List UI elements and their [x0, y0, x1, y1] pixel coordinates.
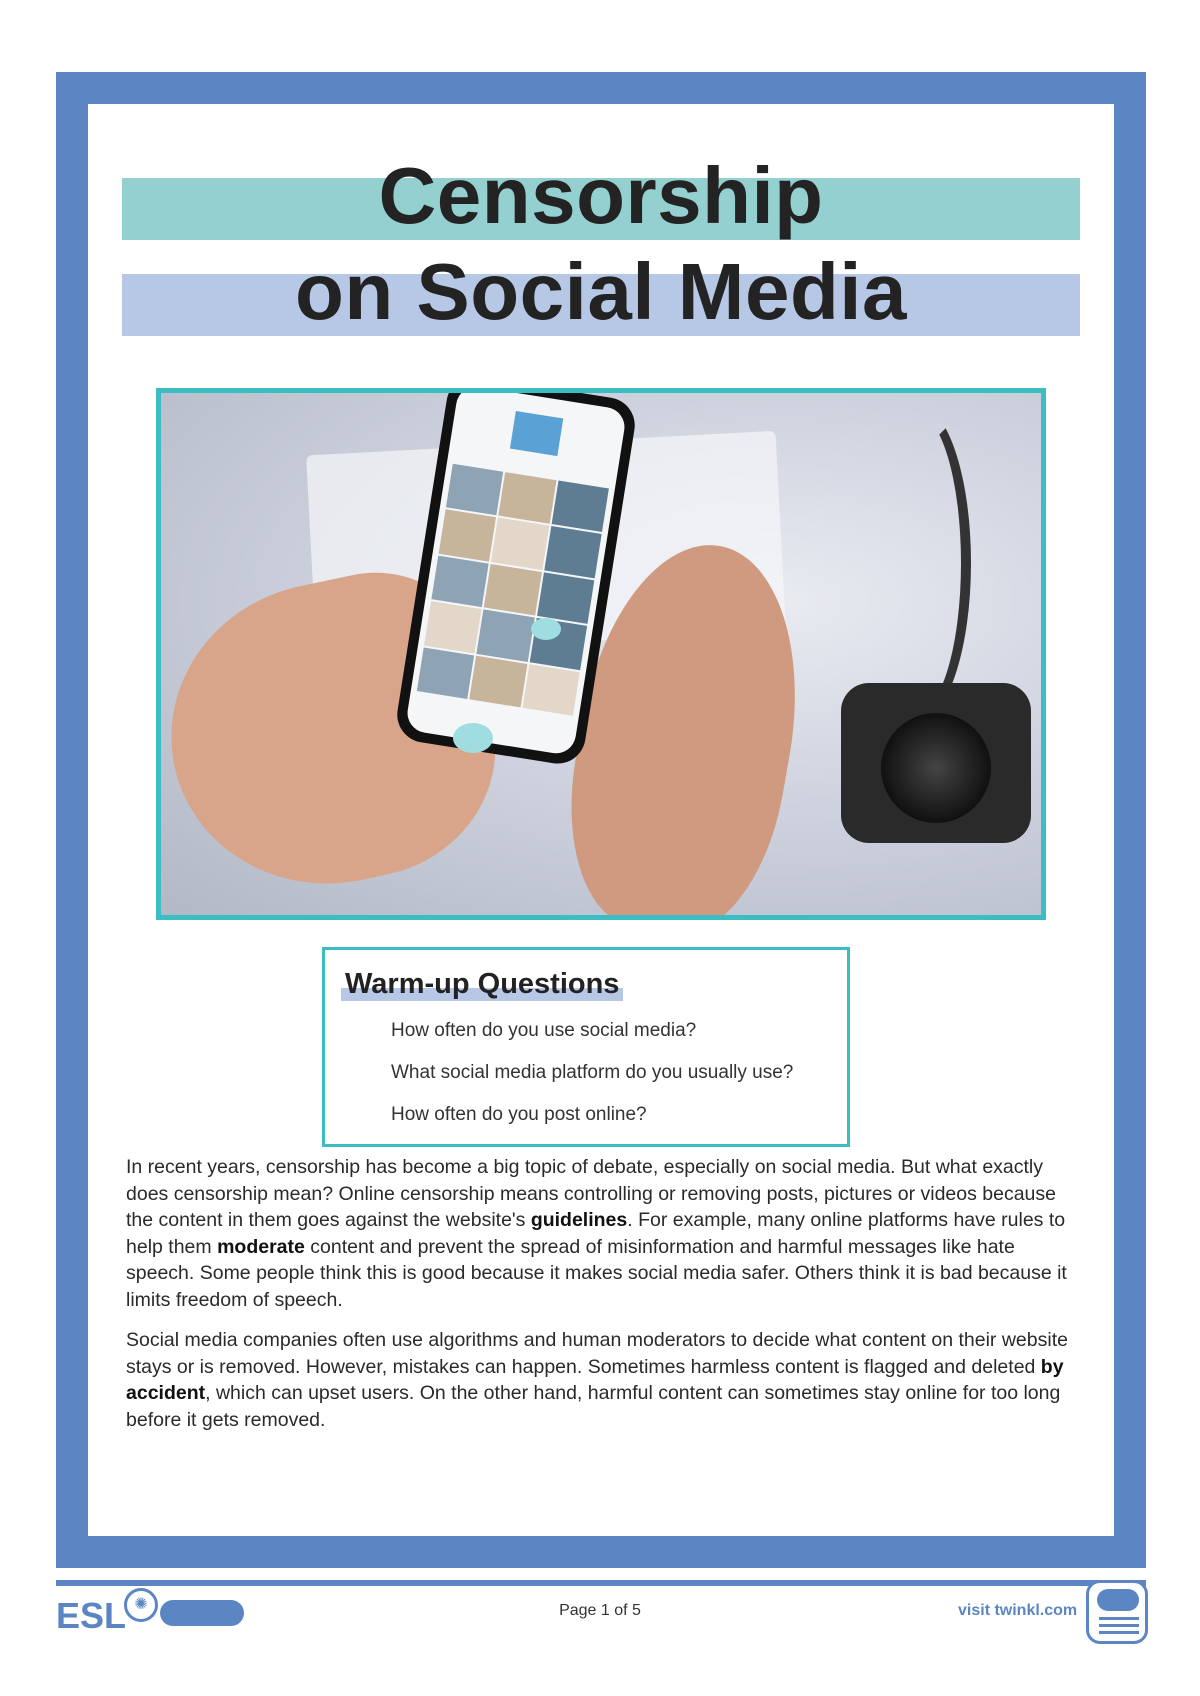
camera-strap	[861, 403, 971, 723]
page-border	[56, 72, 1146, 1568]
text: . For example, many online platforms have rules to help them	[126, 1209, 1066, 1258]
list-item: How often do you post online?	[391, 1104, 647, 1125]
list-item: How often do you use social media?	[391, 1020, 697, 1041]
footer-divider	[56, 1580, 1146, 1586]
page-title-line-1: Censorship	[378, 151, 824, 240]
seal-lines	[1099, 1617, 1139, 1635]
nail	[453, 723, 493, 753]
page-title-line-2: on Social Media	[294, 247, 908, 336]
paragraph-1	[126, 1154, 1086, 1313]
text: In recent years, censorship has become a big topic of debate, especially on social media. But what exactly does censorship mean? Online censorship means controlling or removing posts, pictures or videos because the content in them goes against the website's	[126, 1156, 1056, 1231]
article-body	[126, 1154, 1086, 1447]
seal-cloud	[1097, 1589, 1139, 1611]
camera-lens	[881, 713, 991, 823]
text: , which can upset users. On the other hand, harmful content can sometimes stay online for too long before it gets removed.	[126, 1382, 1061, 1431]
paragraph-2	[126, 1327, 1086, 1433]
vocab-guidelines: guidelines	[530, 1209, 628, 1231]
twinkl-link[interactable]: visit twinkl.com	[958, 1602, 1078, 1619]
warmup-list	[391, 1020, 793, 1146]
profile-avatar	[510, 411, 563, 456]
photo-grid	[417, 464, 609, 716]
vocab-moderate: moderate	[217, 1235, 305, 1258]
hero-photo	[156, 388, 1046, 920]
text: content and prevent the spread of misinformation and harmful messages like hate speech. Some people think this is good because it makes social media safer. Others think it is bad because it limits freedom of speech.	[126, 1235, 1067, 1311]
vocab-by-accident: by accident	[126, 1355, 1064, 1404]
quality-seal-icon	[1086, 1580, 1148, 1644]
page-content	[88, 104, 1114, 1536]
globe-icon: ✺	[124, 1588, 158, 1622]
nail	[531, 618, 561, 640]
page-number: Page 1 of 5	[559, 1602, 641, 1619]
text: Social media companies often use algorithms and human moderators to decide what content on their website stays or is removed. However, mistakes can happen. Sometimes harmless content is flagged and deleted	[126, 1329, 1068, 1378]
camera-icon	[841, 683, 1031, 843]
list-item: What social media platform do you usually use?	[391, 1062, 794, 1083]
warmup-box	[322, 947, 850, 1147]
warmup-title: Warm-up Questions	[341, 968, 623, 1001]
esl-logo: ESL	[56, 1595, 127, 1636]
